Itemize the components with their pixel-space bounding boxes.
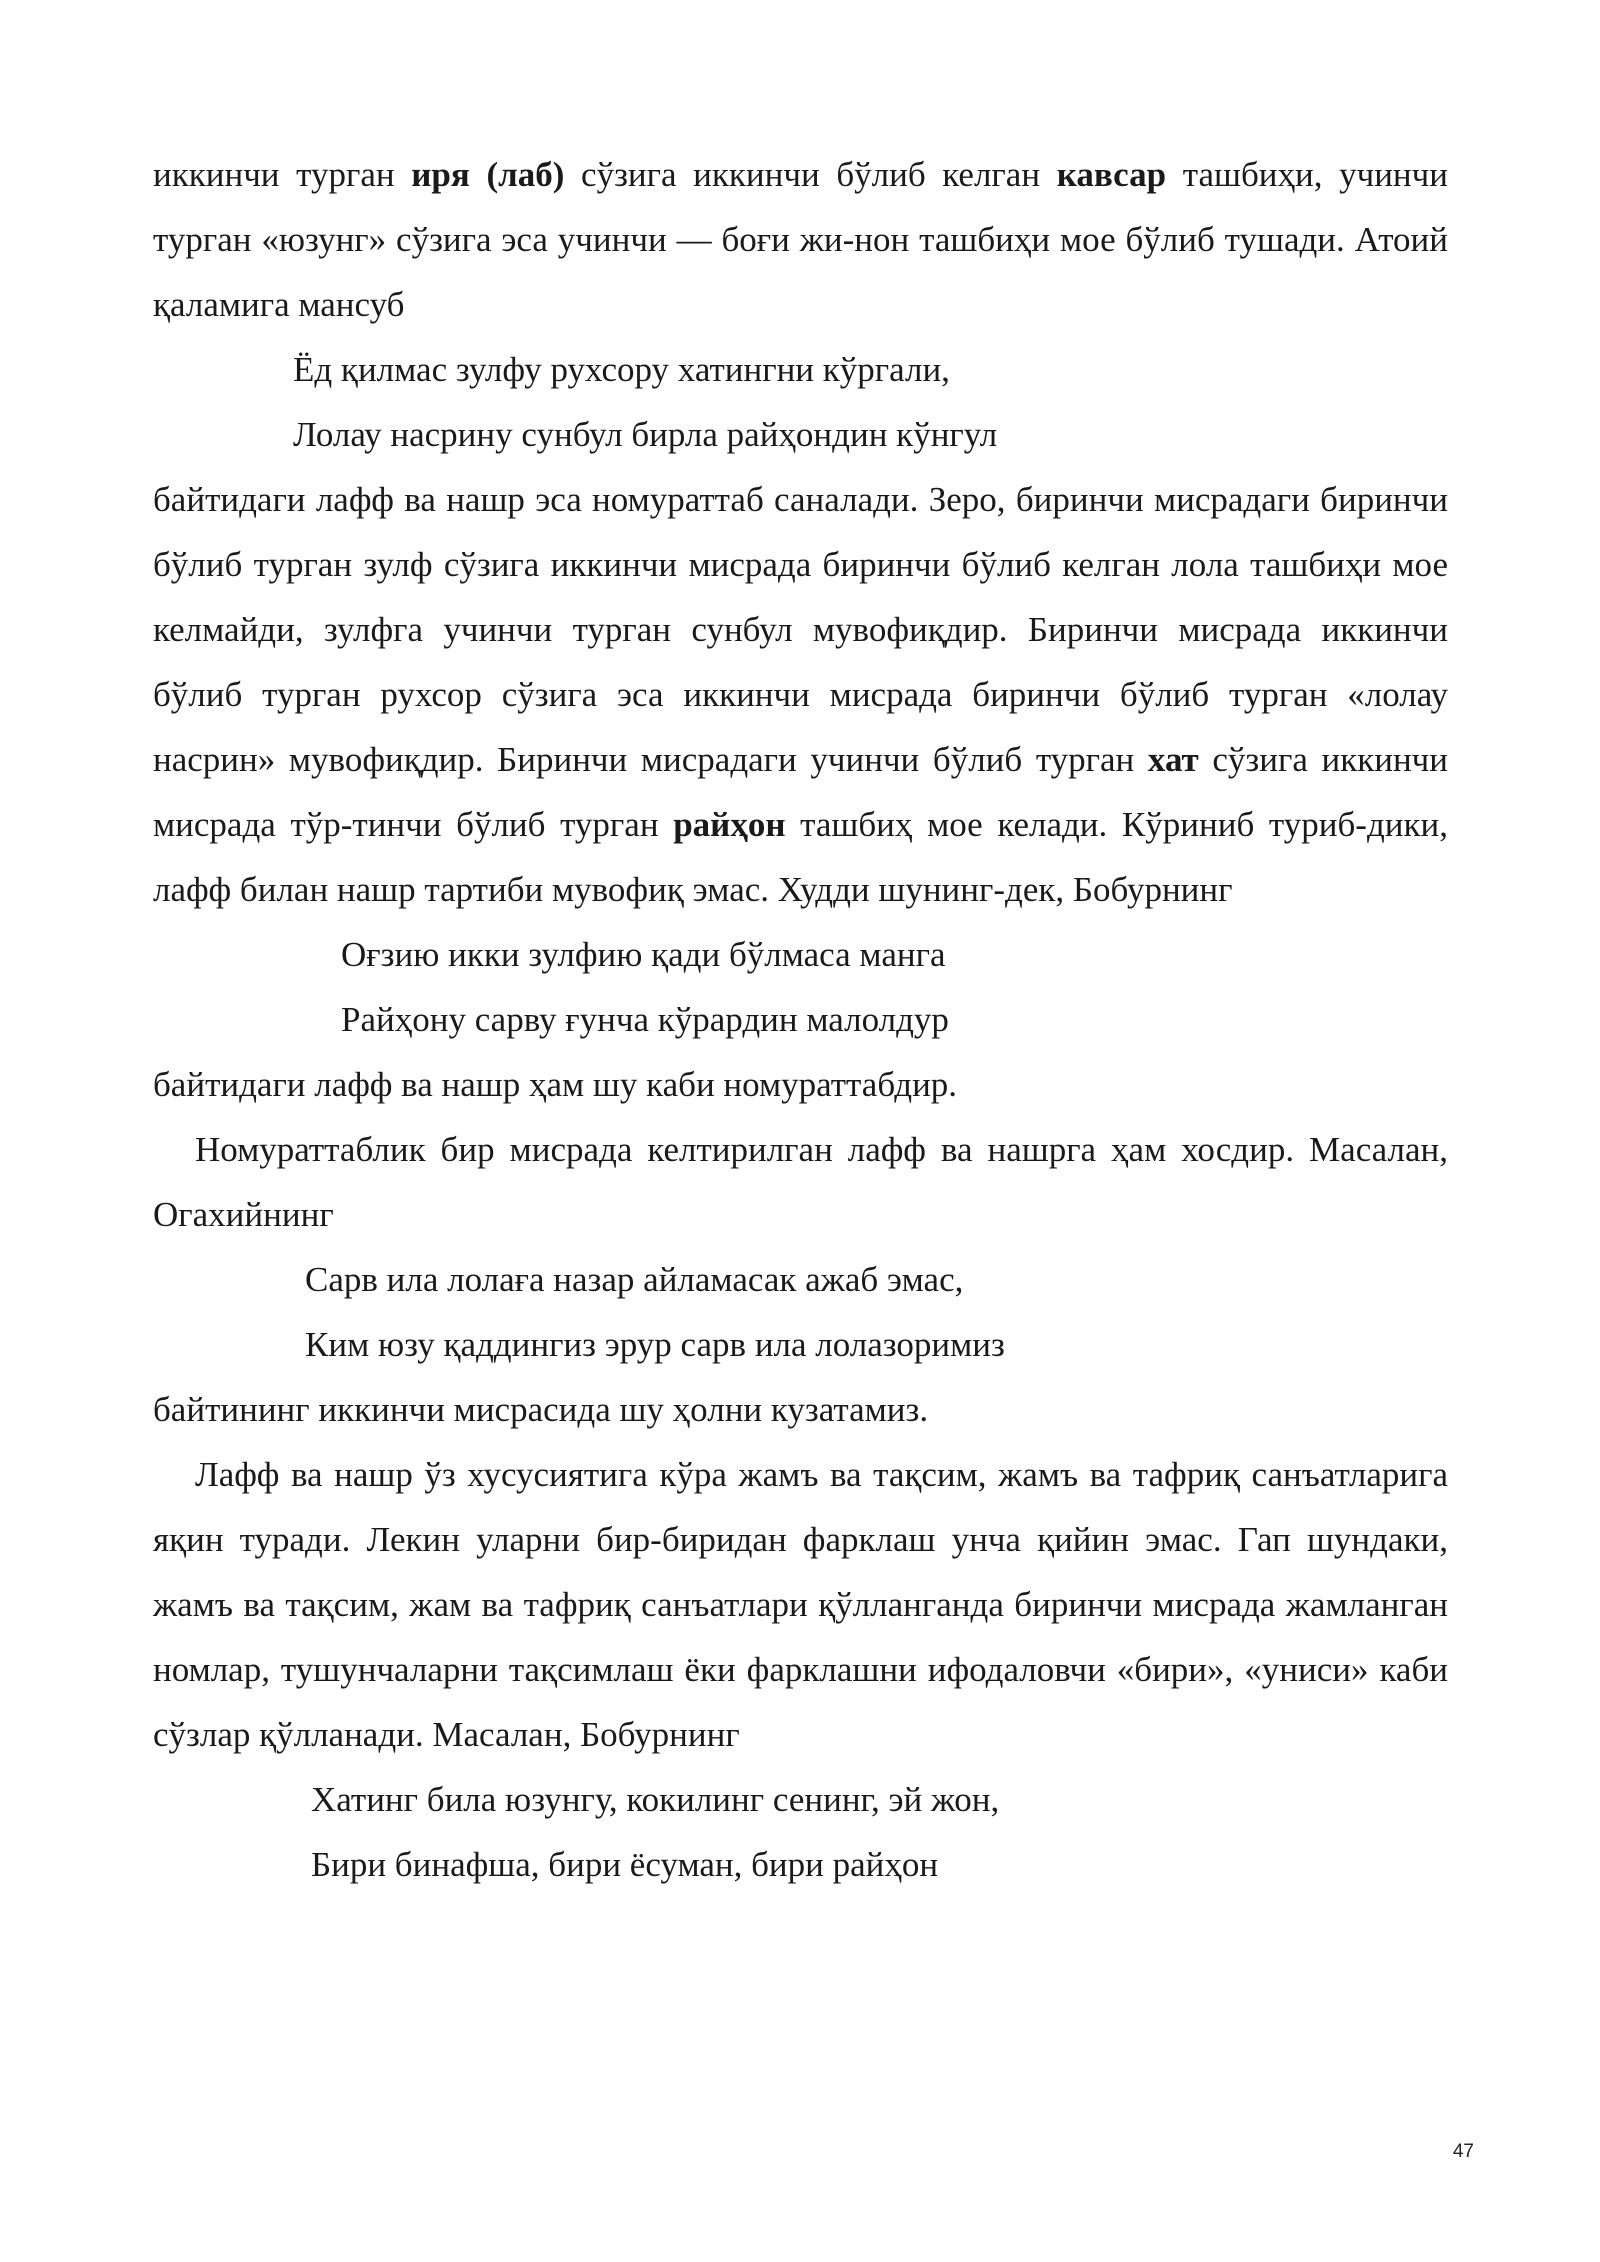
text-run: ташбиҳ мое келади. Кўриниб туриб-дики, лафф билан нашр тартиби мувофиқ эмас. Худди шунинг-дек, Бобурнинг — [153, 805, 1448, 909]
paragraph: Номураттаблик бир мисрада келтирилган лафф ва нашрга ҳам хосдир. Масалан, Огахийнинг — [153, 1130, 1448, 1234]
verse-line: Оғзию икки зулфию қади бўлмаса манга — [341, 935, 946, 974]
paragraph — [153, 142, 1448, 337]
verse-line: Лолау насрину сунбул бирла райҳондин кўнгул — [293, 415, 998, 454]
text-run: сўзига иккинчи бўлиб келган — [564, 155, 1057, 194]
text-run: сўзига иккинчи мисрада тўр-тинчи бўлиб турган — [153, 740, 1449, 844]
paragraph — [153, 467, 1448, 922]
paragraph: Лафф ва нашр ўз хусусиятига кўра жамъ ва тақсим, жамъ ва тафриқ санъатларига яқин туради. Лекин уларни бир-биридан фарклаш унча қийин эмас. Гап шундаки, жамъ ва тақсим, жам ва тафриқ санъатлари қўлланганда биринчи мисрада жамланган номлар, тушунчаларни тақсимлаш ёки фарклашни ифодаловчи «бири», «униси» каби сўзлар қўлланади. Масалан, Бобурнинг — [153, 1455, 1448, 1754]
page-number: 47 — [1452, 2141, 1474, 2162]
text-run: иккинчи турган — [153, 155, 412, 194]
verse-line: Райҳону сарву ғунча кўрардин малолдур — [341, 1000, 949, 1039]
bold-term: иря (лаб) — [411, 155, 565, 194]
text-run: ташбиҳи, учинчи турган «юзунг» сўзига эса учинчи — боғи жи-нон ташбиҳи мое бўлиб тушади. Атоий қаламига мансуб — [153, 155, 1448, 324]
body-text — [153, 142, 1448, 1897]
text-run: байтидаги лафф ва нашр эса номураттаб саналади. Зеро, биринчи мисрадаги биринчи бўлиб турган зулф сўзига иккинчи мисрада биринчи бўлиб келган лола ташбиҳи мое келмайди, зулфга учинчи турган сунбул мувофиқдир. Биринчи мисрада иккинчи бўлиб турган рухсор сўзига эса иккинчи мисрада биринчи бўлиб турган «лолау насрин» мувофиқдир. Биринчи мисрадаги учинчи бўлиб турган — [153, 480, 1448, 779]
bold-term: хат — [1147, 740, 1199, 779]
verse-line: Ёд қилмас зулфу рухсору хатингни кўргали, — [293, 350, 950, 389]
bold-term: райҳон — [673, 805, 786, 844]
bold-term: кавсар — [1056, 155, 1167, 194]
verse-line: Ким юзу қаддингиз эрур сарв ила лолазоримиз — [305, 1325, 1005, 1364]
paragraph: байтининг иккинчи мисрасида шу ҳолни кузатамиз. — [153, 1390, 929, 1429]
verse-line: Бири бинафша, бири ёсуман, бири райҳон — [311, 1845, 939, 1884]
verse-line: Сарв ила лолаға назар айламасак ажаб эмас, — [305, 1260, 964, 1299]
verse-line: Хатинг била юзунгу, кокилинг сенинг, эй жон, — [311, 1780, 1000, 1819]
paragraph: байтидаги лафф ва нашр ҳам шу каби номураттабдир. — [153, 1065, 958, 1104]
